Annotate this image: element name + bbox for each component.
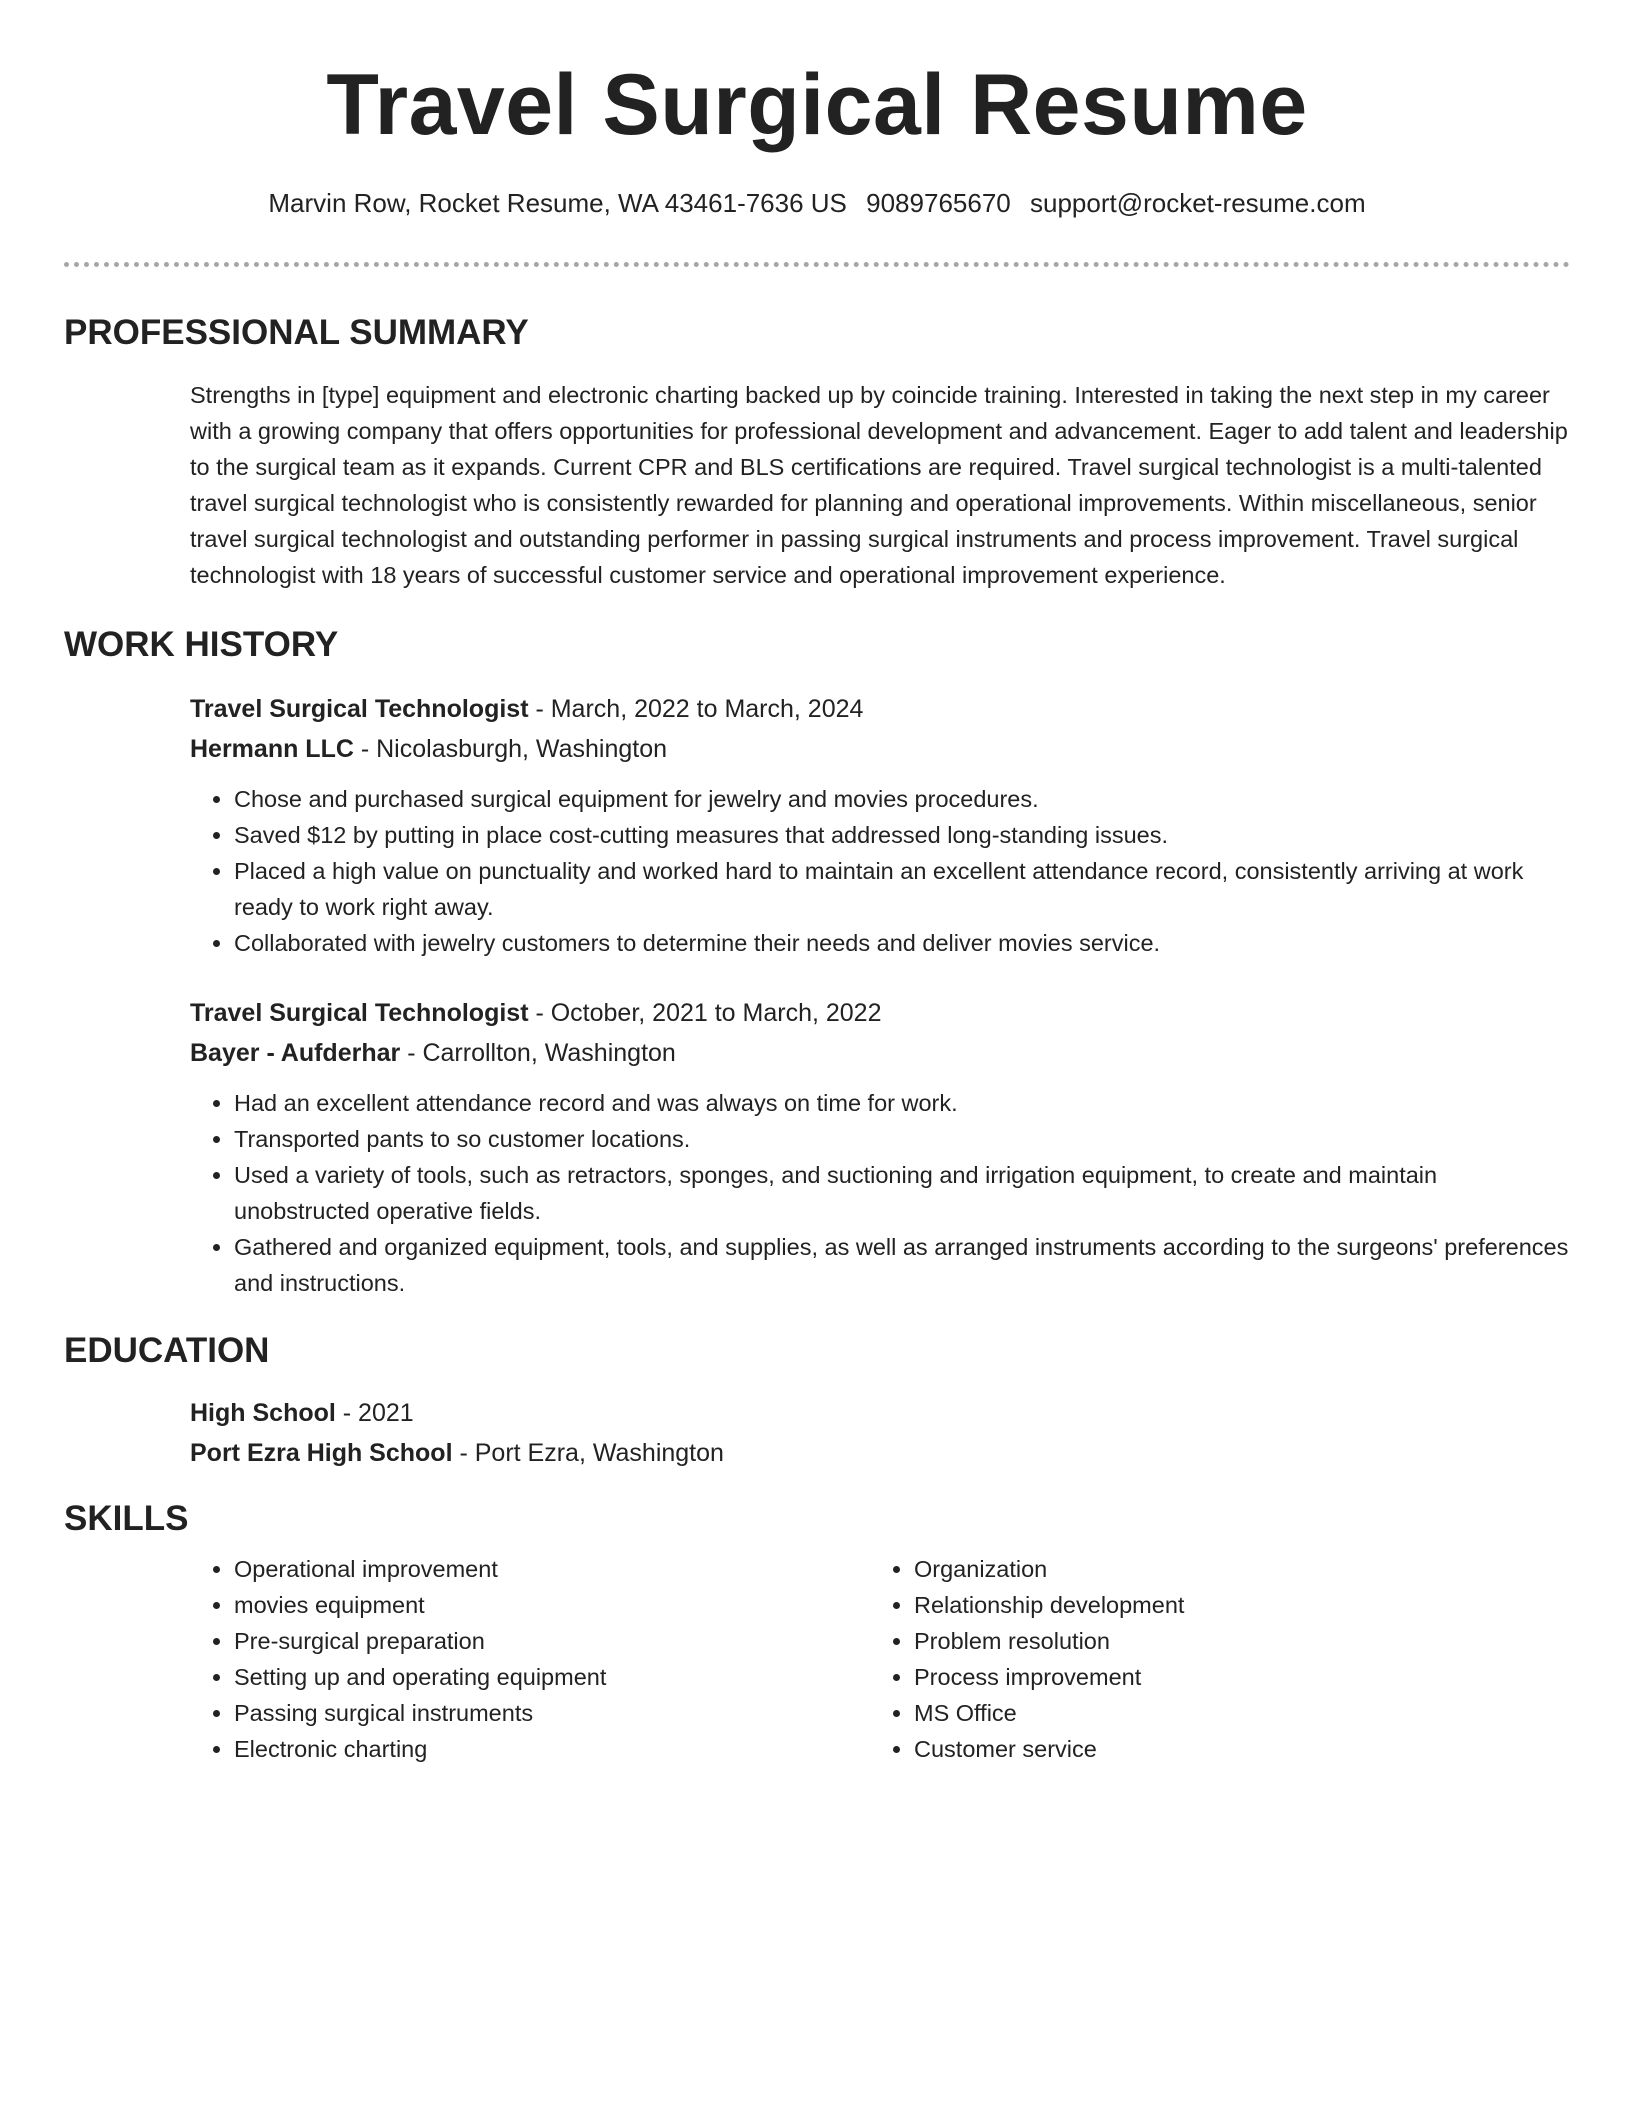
- job-dates: - October, 2021 to March, 2022: [528, 999, 882, 1027]
- job-entry: [64, 993, 1570, 1301]
- job-bullets: [190, 781, 1570, 961]
- skill-item: • Relationship development: [914, 1587, 1570, 1623]
- education-heading: EDUCATION: [64, 1331, 270, 1370]
- skill-item: • Setting up and operating equipment: [234, 1659, 870, 1695]
- resume-title: Travel Surgical Resume: [326, 57, 1308, 153]
- list-item: • Chose and purchased surgical equipment for jewelry and movies procedures.: [234, 781, 1570, 817]
- list-item: • Saved $12 by putting in place cost-cutting measures that addressed long-standing issues.: [234, 817, 1570, 853]
- skills-column-right: [870, 1551, 1570, 1767]
- skills-column-left: [190, 1551, 870, 1767]
- skill-item: • Organization: [914, 1551, 1570, 1587]
- skill-item: • Problem resolution: [914, 1623, 1570, 1659]
- job-title: Travel Surgical Technologist: [190, 695, 529, 723]
- contact-address: Marvin Row, Rocket Resume, WA 43461-7636 US: [268, 188, 847, 218]
- job-location: - Carrollton, Washington: [400, 1039, 676, 1067]
- header-divider: [64, 262, 1570, 267]
- job-company: Bayer - Aufderhar: [190, 1039, 401, 1067]
- job-dates: - March, 2022 to March, 2024: [528, 695, 864, 723]
- contact-line: [64, 188, 1570, 218]
- summary-heading: PROFESSIONAL SUMMARY: [64, 313, 529, 352]
- summary-text: Strengths in [type] equipment and electronic charting backed up by coincide training. Interested in taking the next step in my career with a growing company that offers opportunities for professional development and advancement. Eager to add talent and leadership to the surgical team as it expands. Current CPR and BLS certifications are required. Travel surgical technologist is a multi-talented travel surgical technologist who is consistently rewarded for planning and operational improvements. Within miscellaneous, senior travel surgical technologist and outstanding performer in passing surgical instruments and process improvement. Travel surgical technologist with 18 years of successful customer service and operational improvement experience.: [190, 382, 1568, 588]
- job-title-line: [190, 689, 1570, 729]
- job-entry: [64, 689, 1570, 961]
- education-location: - Port Ezra, Washington: [452, 1439, 724, 1467]
- education-entry: [64, 1393, 1570, 1473]
- skill-item: • Operational improvement: [234, 1551, 870, 1587]
- skill-item: • Customer service: [914, 1731, 1570, 1767]
- list-item: • Collaborated with jewelry customers to determine their needs and deliver movies service.: [234, 925, 1570, 961]
- contact-email: support@rocket-resume.com: [1029, 188, 1366, 218]
- skill-item: • Passing surgical instruments: [234, 1695, 870, 1731]
- contact-phone: 9089765670: [866, 188, 1011, 218]
- list-item: • Transported pants to so customer locations.: [234, 1121, 1570, 1157]
- job-location: - Nicolasburgh, Washington: [353, 735, 668, 763]
- list-item: • Placed a high value on punctuality and worked hard to maintain an excellent attendance record, consistently arriving at work ready to work right away.: [234, 853, 1570, 925]
- work-history-heading: WORK HISTORY: [64, 625, 339, 664]
- education-school: Port Ezra High School: [190, 1439, 453, 1467]
- skill-item: • Electronic charting: [234, 1731, 870, 1767]
- skill-item: • MS Office: [914, 1695, 1570, 1731]
- education-year: - 2021: [335, 1399, 414, 1427]
- skill-item: • movies equipment: [234, 1587, 870, 1623]
- skills-heading: SKILLS: [64, 1499, 189, 1538]
- list-item: • Gathered and organized equipment, tools, and supplies, as well as arranged instruments according to the surgeons' preferences and instructions.: [234, 1229, 1570, 1301]
- education-degree: High School: [190, 1399, 336, 1427]
- skills-list: [64, 1551, 1570, 1767]
- list-item: • Had an excellent attendance record and was always on time for work.: [234, 1085, 1570, 1121]
- job-company-line: [190, 1033, 1570, 1073]
- skill-item: • Process improvement: [914, 1659, 1570, 1695]
- job-company: Hermann LLC: [190, 735, 354, 763]
- job-title: Travel Surgical Technologist: [190, 999, 529, 1027]
- list-item: • Used a variety of tools, such as retractors, sponges, and suctioning and irrigation equipment, to create and maintain unobstructed operative fields.: [234, 1157, 1570, 1229]
- job-title-line: [190, 993, 1570, 1033]
- job-bullets: [190, 1085, 1570, 1301]
- education-school-line: [190, 1433, 1570, 1473]
- skill-item: • Pre-surgical preparation: [234, 1623, 870, 1659]
- job-company-line: [190, 729, 1570, 769]
- education-degree-line: [190, 1393, 1570, 1433]
